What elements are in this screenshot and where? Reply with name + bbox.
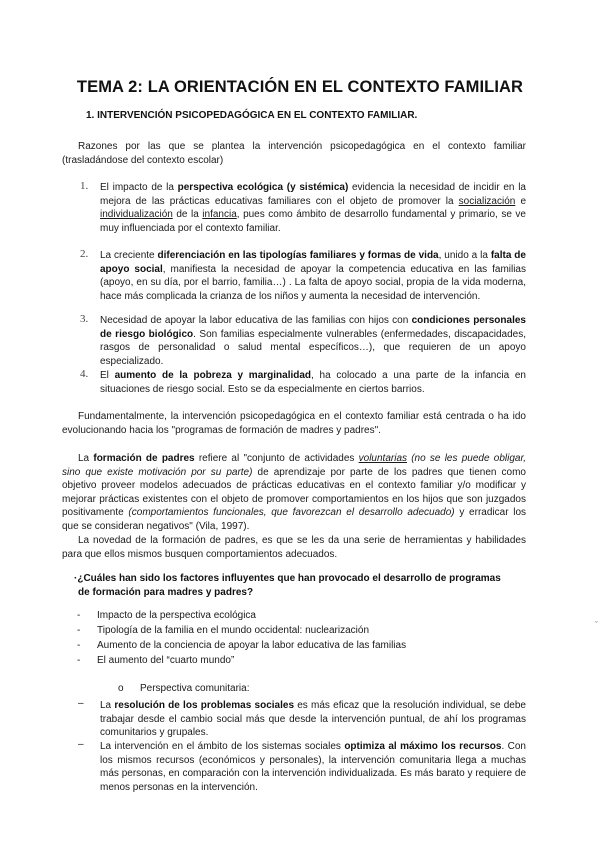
formacion-paragraph: La formación de padres refiere al "conjunto de actividades voluntarias (no se les puede obligar, sino que existe motivación por su parte) de aprendizaje por parte de los padres que tienen como objetivo proveer modelos adecuados de prácticas educativas en el contexto familiar y/o modificar y mejorar prácticas existentes con el objeto de promover comportamientos en los hijos que son juzgados positivamente (comportamientos funcionales, que favorezcan el desarrollo adecuado) y erradicar los que se consideran negativos" (Vila, 1997). xyxy=(62,453,527,532)
section-heading: 1. INTERVENCIÓN PSICOPEDAGÓGICA EN EL CONTEXTO FAMILIAR. xyxy=(86,110,418,121)
question-heading: ·¿Cuáles han sido los factores influyentes que han provocado el desarrollo de programas de formación para madres y padres? xyxy=(74,573,501,598)
list-number: 1. xyxy=(80,180,89,192)
intro-paragraph: Razones por las que se plantea la intervención psicopedagógica en el contexto familiar (trasladándose del contexto escolar) xyxy=(62,141,526,166)
list-item: - El aumento del “cuarto mundo” xyxy=(77,655,235,666)
list-number: 4. xyxy=(80,368,89,380)
reason-1: El impacto de la perspectiva ecológica (y sistémica) evidencia la necesidad de incidir en la mejora de las prácticas educativas familiares con el objeto de promover la socialización e individualización de la infancia, pues como ámbito de desarrollo fundamental y primario, se ve muy influenciada por el contexto familiar. xyxy=(100,182,527,234)
page-title: TEMA 2: LA ORIENTACIÓN EN EL CONTEXTO FAMILIAR xyxy=(76,78,524,96)
dash-bullet: – xyxy=(78,739,84,750)
dash-bullet: – xyxy=(78,698,84,709)
comunitaria-point-1: La resolución de los problemas sociales es más eficaz que la resolución individual, se debe trabajar desde el cambio social más que desde la intervención puntual, de ahí los programas comunitarios y grupales. xyxy=(100,700,526,739)
reason-4: El aumento de la pobreza y marginalidad, ha colocado a una parte de la infancia en situaciones de riesgo social. Esto se da especialmente en ciertos barrios. xyxy=(100,370,526,395)
list-item: - Tipología de la familia en el mundo occidental: nuclearización xyxy=(77,625,370,636)
list-number: 3. xyxy=(80,313,89,325)
novedad-paragraph: La novedad de la formación de padres, es que se les da una serie de herramientas y habilidades para que ellos mismos busquen comportamientos adecuados. xyxy=(62,535,526,560)
margin-mark: ˇ xyxy=(595,620,598,630)
list-item: - Aumento de la conciencia de apoyar la labor educativa de las familias xyxy=(77,640,407,651)
fundamental-paragraph: Fundamentalmente, la intervención psicopedagógica en el contexto familiar está centrada o ha ido evolucionando hacia los "programas de formación de madres y padres". xyxy=(62,411,526,436)
list-item: - Impacto de la perspectiva ecológica xyxy=(77,610,256,621)
comunitaria-point-2: La intervención en el ámbito de los sistemas sociales optimiza al máximo los recursos. Con los mismos recursos (económicos y personales), la intervención comunitaria llega a muchas más personas, en comparación con la intervención individualizada. Es más barato y requiere de menos personas en la intervención. xyxy=(100,741,526,793)
factors-list xyxy=(77,608,406,668)
reason-2: La creciente diferenciación en las tipologías familiares y formas de vida, unido a la falta de apoyo social, manifiesta la necesidad de apoyar la competencia educativa en las familias (apoyo, en su día, por el barrio, familia…) . La falta de apoyo social, propia de la vida moderna, hace más complicada la crianza de los niños y aumenta la necesidad de intervención. xyxy=(100,250,526,302)
sub-bullet: o Perspectiva comunitaria: xyxy=(118,683,250,694)
list-number: 2. xyxy=(80,248,89,260)
reason-3: Necesidad de apoyar la labor educativa de las familias con hijos con condiciones personales de riesgo biológico. Son familias especialmente vulnerables (enfermedades, discapacidades, rasgos de personalidad o salud mental específicos…), que requieren de un apoyo especializado. xyxy=(100,315,526,367)
